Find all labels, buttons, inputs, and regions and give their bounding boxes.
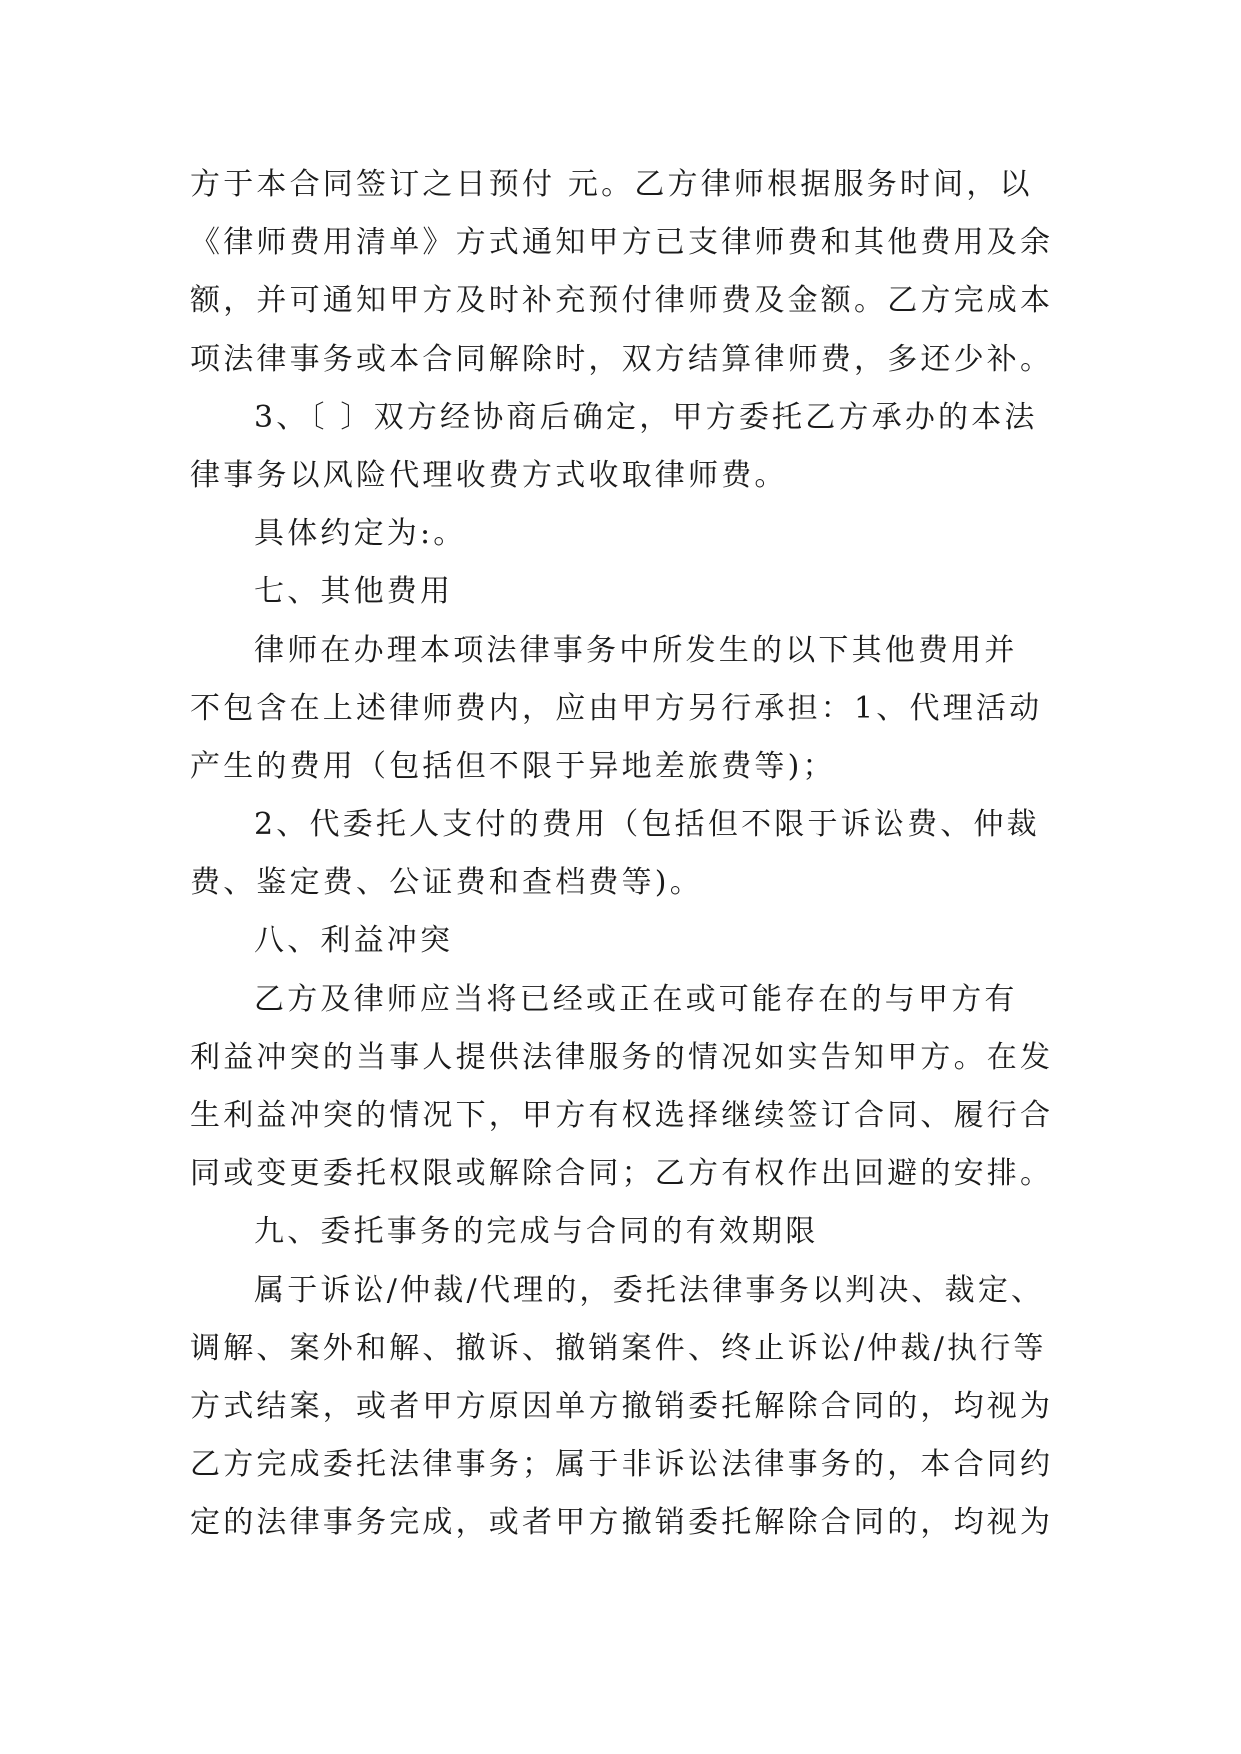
contract-text xyxy=(190,156,1070,1553)
text-line: 定的法律事务完成，或者甲方撤销委托解除合同的，均视为 xyxy=(190,1505,1054,1541)
text-line: 具体约定为:。 xyxy=(254,516,467,552)
text-line: 不包含在上述律师费内，应由甲方另行承担：1、代理活动 xyxy=(190,690,1043,726)
section-heading: 七、其他费用 xyxy=(254,574,454,610)
text-line: 律事务以风险代理收费方式收取律师费。 xyxy=(190,457,788,493)
text-line: 利益冲突的当事人提供法律服务的情况如实告知甲方。在发 xyxy=(190,1039,1054,1075)
text-line: 调解、案外和解、撤诉、撤销案件、终止诉讼/仲裁/执行等 xyxy=(190,1330,1047,1366)
text-line: 乙方及律师应当将已经或正在或可能存在的与甲方有 xyxy=(254,981,1018,1017)
text-line: 同或变更委托权限或解除合同；乙方有权作出回避的安排。 xyxy=(190,1156,1054,1192)
text-line: 乙方完成委托法律事务；属于非诉讼法律事务的，本合同约 xyxy=(190,1447,1054,1483)
text-line: 费、鉴定费、公证费和查档费等)。 xyxy=(190,865,703,901)
section-heading: 八、利益冲突 xyxy=(254,923,454,959)
text-line: 方于本合同签订之日预付 元。乙方律师根据服务时间，以 xyxy=(190,167,1033,202)
text-line: 律师在办理本项法律事务中所发生的以下其他费用并 xyxy=(254,632,1018,668)
text-line: 生利益冲突的情况下，甲方有权选择继续签订合同、履行合 xyxy=(190,1098,1054,1133)
text-line: 额，并可通知甲方及时补充预付律师费及金额。乙方完成本 xyxy=(190,283,1054,319)
text-line: 属于诉讼/仲裁/代理的，委托法律事务以判决、裁定、 xyxy=(254,1272,1045,1308)
text-line: 2、代委托人支付的费用（包括但不限于诉讼费、仲裁 xyxy=(254,807,1040,843)
text-line: 方式结案，或者甲方原因单方撤销委托解除合同的，均视为 xyxy=(190,1388,1054,1424)
text-line: 项法律事务或本合同解除时，双方结算律师费，多还少补。 xyxy=(190,341,1054,377)
text-line: 产生的费用（包括但不限于异地差旅费等)； xyxy=(190,748,836,784)
text-line: 3、〔 〕双方经协商后确定，甲方委托乙方承办的本法 xyxy=(254,399,1038,435)
section-heading: 九、委托事务的完成与合同的有效期限 xyxy=(254,1214,819,1250)
text-line: 《律师费用清单》方式通知甲方已支律师费和其他费用及余 xyxy=(190,225,1054,261)
